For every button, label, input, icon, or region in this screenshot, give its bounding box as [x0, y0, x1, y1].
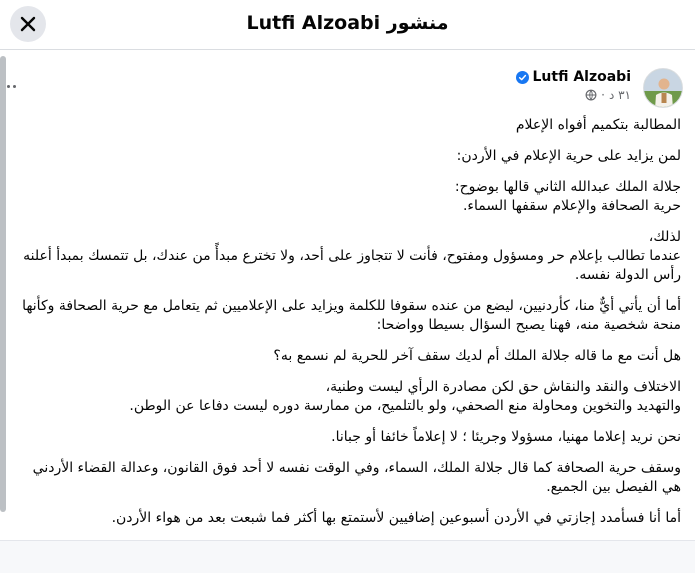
post-paragraph: هل أنت مع ما قاله جلالة الملك أم لديك سقف آخر للحرية لم نسمع به؟	[273, 348, 681, 364]
post-paragraph: أما أن يأتي أيٌّ منا، كأردنيين، ليضع من عنده سقوفا للكلمة ويزايد على الإعلاميين ثم يتعامل مع حرية الصحافة وكأنها منحة شخصية منه، فهنا يصبح السؤال بسيطا وواضحا:	[22, 298, 681, 333]
dialog-footer-area	[0, 540, 695, 573]
dialog-header	[0, 0, 695, 50]
globe-icon	[585, 89, 597, 101]
post-paragraph: أما أنا فسأمدد إجازتي في الأردن أسبوعين إضافيين لأستمتع بها أكثر فما شبعت بعد من هواء الأردن.	[111, 510, 681, 526]
scrollbar-thumb[interactable]	[0, 56, 6, 512]
post-paragraph: وسقف حرية الصحافة كما قال جلالة الملك، السماء، وفي الوقت نفسه لا أحد فوق القانون، وعدالة القضاء الأردني هي الفيصل بين الجميع.	[32, 460, 681, 495]
more-options-icon[interactable]	[6, 82, 18, 92]
post-meta: ٣١ د ·	[585, 88, 631, 102]
author-name-row[interactable]	[516, 69, 632, 85]
avatar-picture	[644, 69, 683, 108]
post-author-block	[343, 66, 683, 110]
post-paragraph: لمن يزايد على حرية الإعلام في الأردن:	[456, 148, 681, 164]
dialog-title: منشور Lutfi Alzoabi	[246, 12, 449, 34]
post-time[interactable]: ٣١ د	[608, 88, 631, 102]
post-paragraph: الاختلاف والنقد والنقاش حق لكن مصادرة الرأي ليست وطنية، والتهديد والتخوين ومحاولة منع الصحفي، ولو بالتلميح، من ممارسة دوره ليست دفاعا عن الوطن.	[129, 379, 681, 414]
post-paragraph: جلالة الملك عبدالله الثاني قالها بوضوح: حرية الصحافة والإعلام سقفها السماء.	[454, 179, 681, 214]
post-paragraph: نحن نريد إعلاما مهنيا، مسؤولا وجريئا ؛ لا إعلاماً خائفا أو جبانا.	[331, 429, 681, 445]
verified-badge-icon	[516, 71, 529, 84]
avatar[interactable]	[643, 68, 683, 108]
post-paragraph: المطالبة بتكميم أفواه الإعلام	[515, 117, 681, 133]
author-name[interactable]: Lutfi Alzoabi	[532, 69, 631, 85]
post-text	[13, 116, 681, 571]
post-paragraph: لذلك، عندما تطالب بإعلام حر ومسؤول ومفتوح، فأنت لا تتجاوز على أحد، ولا تخترع مبدأً من عندك، بل تتمسك بمبدأ أعلنه رأس الدولة نفسه.	[23, 229, 681, 283]
